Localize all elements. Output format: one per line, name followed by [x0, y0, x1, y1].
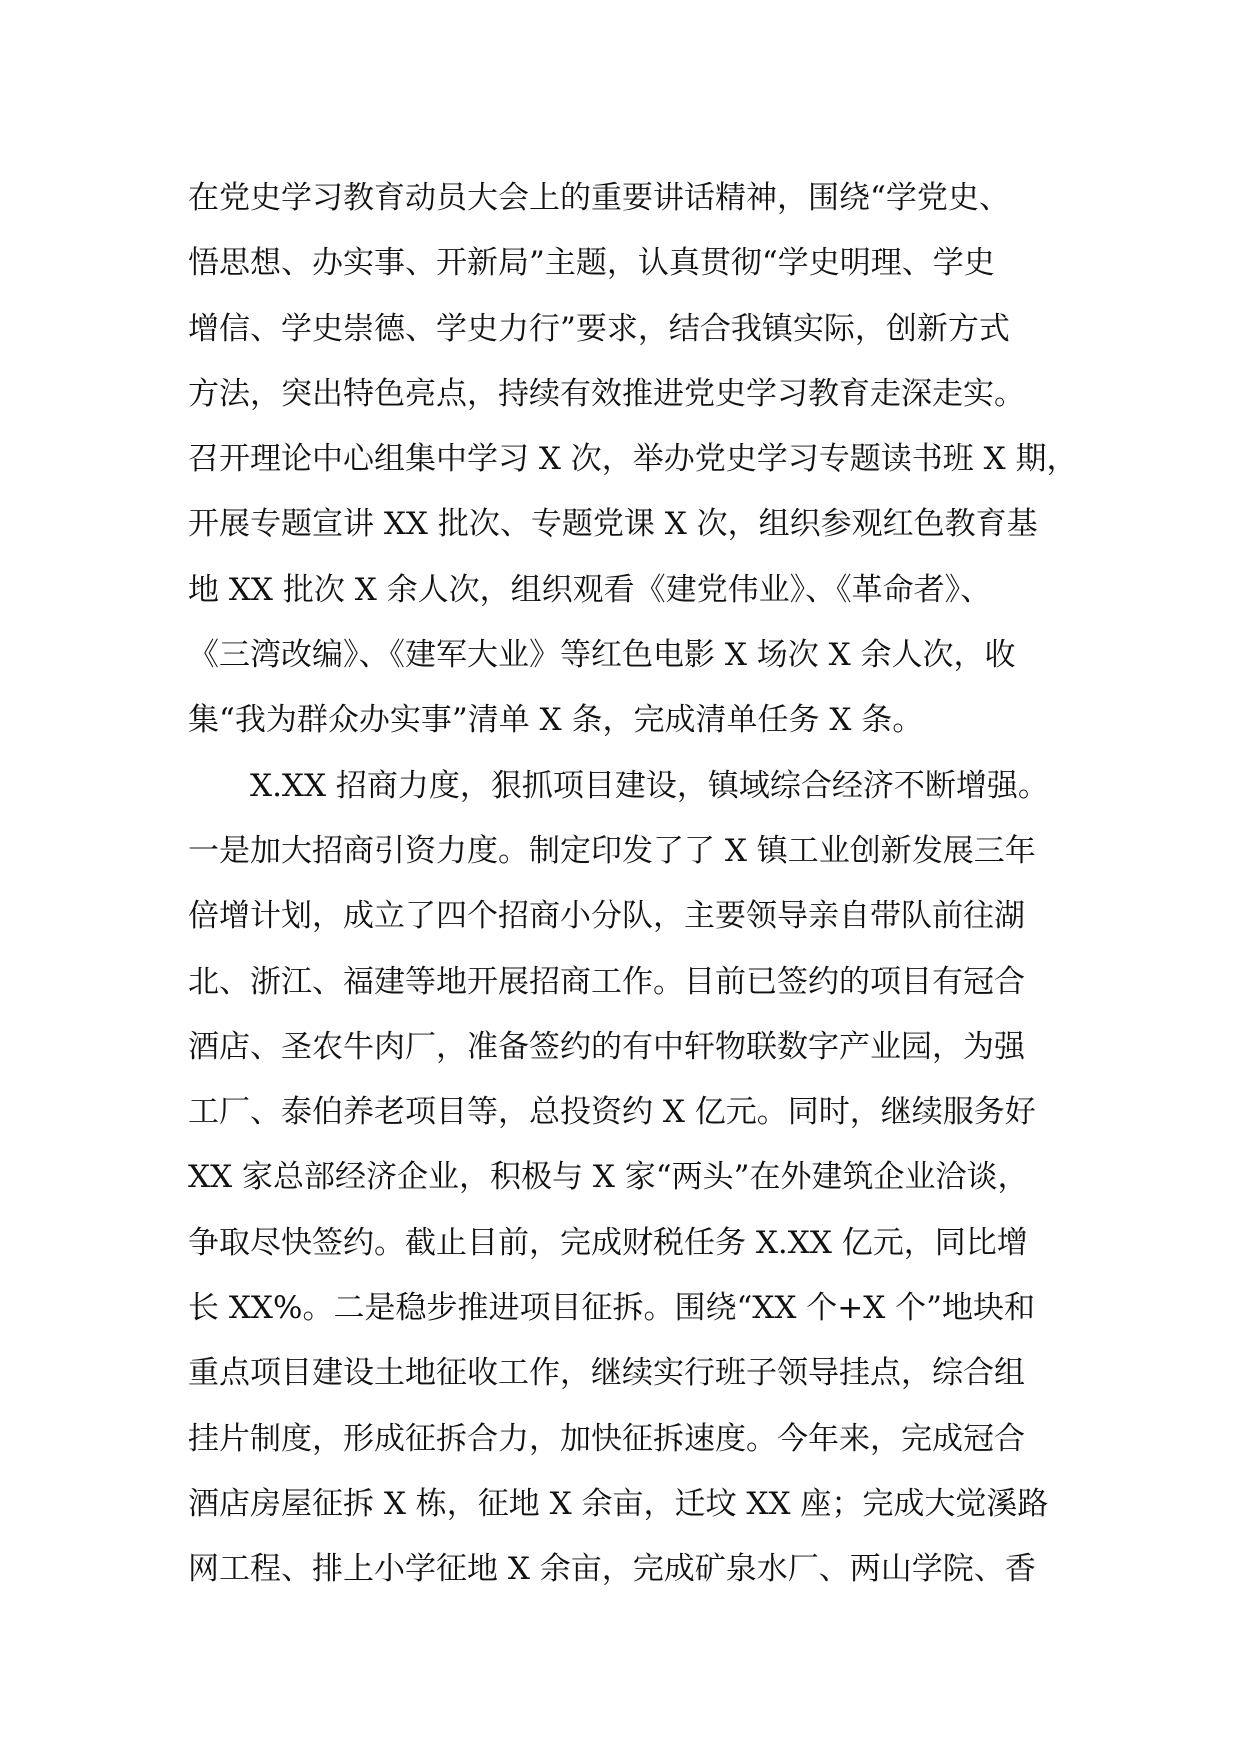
- text-line: 酒店、圣农牛肉厂，准备签约的有中轩物联数字产业园，为强: [188, 1028, 1025, 1065]
- text-line: 倍增计划，成立了四个招商小分队，主要领导亲自带队前往湖: [188, 898, 1025, 935]
- text-line: 重点项目建设土地征收工作，继续实行班子领导挂点，综合组: [188, 1355, 1025, 1392]
- text-line: 集“我为群众办实事”清单 X 条，完成清单任务 X 条。: [188, 702, 924, 739]
- text-line: 开展专题宣讲 XX 批次、专题党课 X 次，组织参观红色教育基: [188, 506, 1038, 543]
- text-line: 北、浙江、福建等地开展招商工作。目前已签约的项目有冠合: [188, 963, 1025, 1000]
- text-line: 长 XX%。二是稳步推进项目征拆。围绕“XX 个+X 个”地块和: [188, 1290, 1036, 1327]
- text-line: 网工程、排上小学征地 X 余亩，完成矿泉水厂、两山学院、香: [188, 1551, 1036, 1588]
- text-line: 地 XX 批次 X 余人次，组织观看《建党伟业》、《革命者》、: [188, 571, 992, 608]
- text-line: 争取尽快签约。截止目前，完成财税任务 X.XX 亿元，同比增: [188, 1224, 1028, 1261]
- text-line: 酒店房屋征拆 X 栋，征地 X 余亩，迁坟 XX 座；完成大觉溪路: [188, 1485, 1049, 1522]
- text-line: 《三湾改编》、《建军大业》等红色电影 X 场次 X 余人次，收: [188, 637, 1016, 674]
- text-line: 挂片制度，形成征拆合力，加快征拆速度。今年来，完成冠合: [188, 1420, 1025, 1457]
- text-line: 工厂、泰伯养老项目等，总投资约 X 亿元。同时，继续服务好: [188, 1094, 1036, 1131]
- text-line: 悟思想、办实事、开新局”主题，认真贯彻“学史明理、学史: [188, 245, 995, 282]
- text-line: 方法，突出特色亮点，持续有效推进党史学习教育走深走实。: [188, 375, 1025, 412]
- text-line: 一是加大招商引资力度。制定印发了了 X 镇工业创新发展三年: [188, 832, 1036, 869]
- body-text: [188, 166, 1093, 1603]
- text-line: 增信、学史崇德、学史力行”要求，结合我镇实际，创新方式: [188, 310, 1010, 347]
- paragraph-first-line: X.XX 招商力度，狠抓项目建设，镇域综合经济不断增强。: [250, 767, 1049, 804]
- text-line: XX 家总部经济企业，积极与 X 家“两头”在外建筑企业洽谈，: [188, 1159, 1029, 1196]
- text-line: 在党史学习教育动员大会上的重要讲话精神，围绕“学党史、: [188, 180, 1010, 216]
- text-line: 召开理论中心组集中学习 X 次，举办党史学习专题读书班 X 期，: [188, 441, 1078, 478]
